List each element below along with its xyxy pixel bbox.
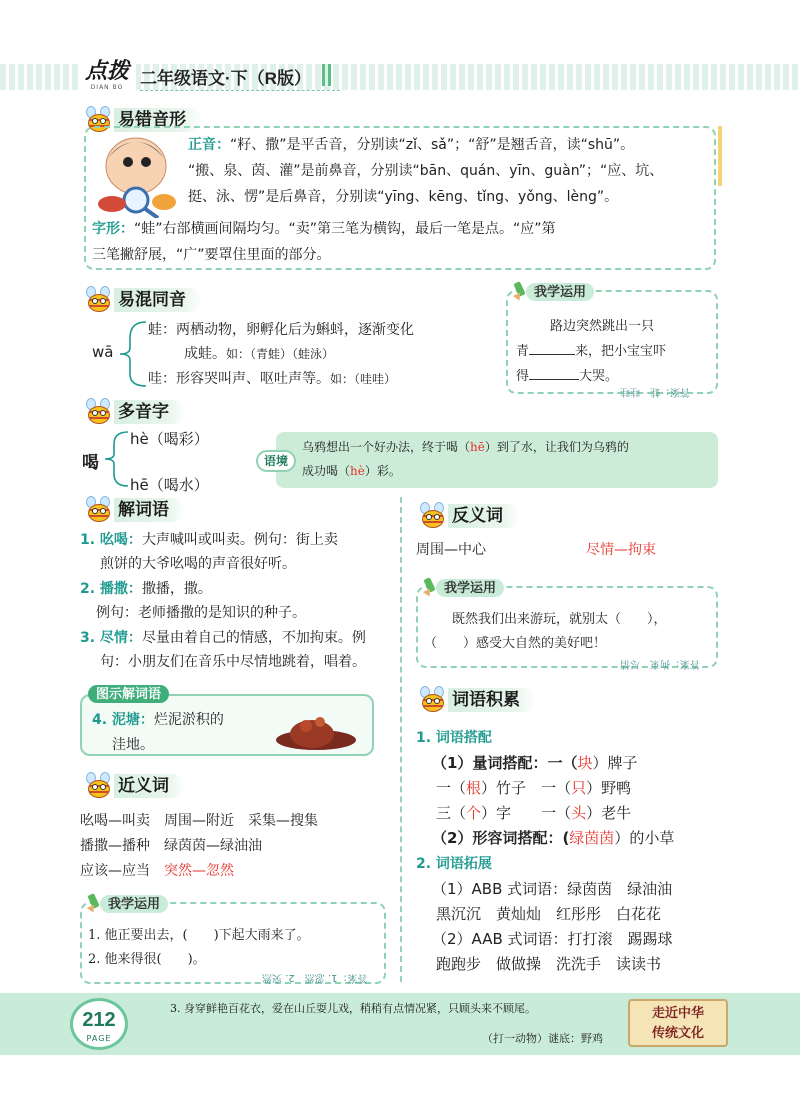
yihun-brace	[116, 318, 150, 390]
jieci-item-3b: 句：小朋友们在音乐中尽情地跳着，唱着。	[100, 654, 366, 670]
wa2-text: 哇：形容哭叫声、呕吐声等。	[148, 371, 330, 387]
section-title: 近义词	[114, 774, 185, 798]
brand-logo-subtext: DIAN BO	[90, 84, 124, 91]
tushi-badge: 图示解词语	[88, 685, 169, 703]
duoyin-he1: hē（喝水）	[130, 476, 209, 494]
duoyin-char: 喝	[82, 453, 99, 473]
practice-text: 大哭。	[579, 369, 619, 384]
seal-line-2: 传统文化	[651, 1026, 704, 1041]
jinyi-row-1: 吆喝—叫卖 周围—附近 采集—搜集	[80, 813, 318, 829]
context-text: 乌鸦想出一个好办法，终于喝（	[302, 440, 471, 454]
jieci-item-4	[92, 708, 224, 732]
section-heading-yihun	[84, 286, 202, 314]
jieci-text: 大声喊叫或叫卖。例句：街上卖	[141, 532, 338, 548]
context-line-2	[302, 461, 401, 481]
section-title: 易混同音	[114, 288, 202, 312]
jilei-answer: 绿茵茵	[569, 829, 615, 847]
wa1-example: 如：（青蛙）（蛙泳）	[226, 347, 335, 361]
context-pinyin-he1: hē	[470, 440, 485, 454]
jilei-text: ）竹子	[481, 779, 527, 797]
column-divider	[400, 497, 402, 982]
jieci-text: 撒播，撒。	[141, 581, 212, 597]
jinyi-answer: 答案：1. 忽然 2. 突然	[262, 972, 368, 983]
jieci-item-4b: 洼地。	[112, 737, 154, 753]
yihun-answer: 答案：蛙 哇哇	[620, 386, 690, 397]
practice-label: 我学运用	[100, 895, 168, 913]
footer-riddle-answer: （打一动物）谜底：野鸡	[482, 1032, 603, 1045]
jilei-line-4	[432, 826, 674, 850]
jilei-line-8: 跑跑步 做做操 洗洗手 读读书	[436, 955, 662, 973]
jilei-text: 一（	[436, 779, 467, 797]
jinyi-practice-line-1: 1. 他正要出去，( )下起大雨来了。	[88, 928, 310, 943]
pencil-icon	[512, 282, 526, 302]
fanyi-practice-line-1: 既然我们出来游玩，就别太（ ），	[452, 612, 667, 627]
zhengyin-line-2: “搬、泉、茵、灌”是前鼻音，分别读“bān、quán、yīn、guàn”；“应、坑、	[188, 163, 664, 179]
practice-label: 我学运用	[526, 283, 594, 301]
page-header-title: 二年级语文·下（R版）	[140, 69, 311, 88]
jilei-text: ）老牛	[586, 804, 632, 822]
footer-riddle: 3. 身穿鲜艳百花衣，爱在山丘耍儿戏，稍稍有点情况紧，只顾头来不顾尾。	[170, 1002, 536, 1015]
page-number: 212	[82, 1009, 116, 1031]
mud-pond-illustration	[272, 704, 356, 752]
jieci-item-3	[80, 626, 366, 650]
jilei-answer: 根	[466, 779, 482, 797]
section-heading-duoyin	[84, 398, 185, 426]
duoyin-brace	[102, 428, 132, 490]
jilei-line-1	[432, 751, 637, 775]
jilei-answer: 个	[466, 804, 482, 822]
jieci-label: 4. 泥塘：	[92, 712, 154, 728]
jinyi-row-3	[80, 859, 234, 883]
fill-blank[interactable]	[529, 379, 579, 380]
zhengyin-line-3: 挺、泳、愣”是后鼻音，分别读“yīng、kēng、tǐng、yǒng、lèng”。	[188, 189, 619, 205]
section-title: 词语积累	[448, 688, 536, 712]
jilei-text: ）字	[481, 804, 512, 822]
yihun-practice-line-1: 路边突然跳出一只	[550, 319, 655, 334]
section-title: 易错音形	[114, 108, 202, 132]
fanyi-pair-1: 周围—中心	[416, 542, 486, 558]
section-heading-jinyi	[84, 772, 185, 800]
yihun-practice-line-2	[516, 340, 666, 364]
jilei-answer: 块	[577, 754, 593, 772]
fanyi-pair-2: 尽情—拘束	[586, 542, 656, 558]
bee-mascot-icon	[84, 286, 114, 314]
wa1-line-2	[184, 342, 334, 366]
brand-logo: 点拨	[78, 56, 136, 92]
bee-mascot-icon	[84, 772, 114, 800]
context-badge: 语境	[256, 450, 296, 472]
context-pinyin-he4: hè	[350, 464, 365, 478]
header-divider	[140, 90, 340, 91]
section-title: 反义词	[448, 504, 519, 528]
duoyin-he4: hè（喝彩）	[130, 430, 209, 448]
jieci-item-1	[80, 528, 338, 552]
jilei-line-3	[436, 801, 631, 825]
yihun-practice-line-3	[516, 365, 618, 389]
section-heading-fanyi	[418, 502, 519, 530]
jieci-item-2b: 例句：老师播撒的是知识的种子。	[96, 605, 306, 621]
jilei-line-6: 黑沉沉 黄灿灿 红彤彤 白花花	[436, 905, 662, 923]
bee-mascot-icon	[84, 496, 114, 524]
page-number-badge	[70, 998, 128, 1050]
practice-text: 来，把小宝宝吓	[575, 344, 667, 359]
box-accent-bar	[718, 126, 722, 186]
bee-mascot-icon	[418, 502, 448, 530]
jinyi-pair: 应该—应当	[80, 863, 150, 879]
zixing-label: 字形：	[92, 221, 134, 237]
jilei-text: 一（	[541, 804, 572, 822]
jinyi-row-2: 播撒—播种 绿茵茵—绿油油	[80, 838, 262, 854]
jilei-text: 三（	[436, 804, 467, 822]
fanyi-practice-badge	[422, 578, 504, 598]
fanyi-answer: 答案：拘束 尽情	[620, 658, 700, 669]
context-text: ）到了水，让我们为乌鸦的	[484, 440, 629, 454]
jilei-text: （2）形容词搭配：(	[432, 829, 570, 847]
jilei-text: ）牌子	[592, 754, 638, 772]
jilei-text: ）的小草	[614, 829, 675, 847]
jinyi-practice-line-2: 2. 他来得很( )。	[88, 952, 206, 967]
jieci-text: 烂泥淤积的	[153, 712, 224, 728]
section-heading-jilei	[418, 686, 536, 714]
practice-text: 青	[516, 344, 530, 359]
jilei-sub-1: 1. 词语搭配	[416, 730, 492, 746]
jilei-answer: 只	[571, 779, 587, 797]
jieci-item-2	[80, 577, 212, 601]
jieci-label: 3. 尽情：	[80, 630, 142, 646]
yihun-practice-badge	[512, 282, 594, 302]
zhengyin-label: 正音：	[188, 137, 230, 153]
jieci-label: 2. 播撒：	[80, 581, 142, 597]
section-title: 多音字	[114, 400, 185, 424]
kid-magnifier-illustration	[92, 132, 180, 218]
context-text: 成功喝（	[302, 464, 351, 478]
wa2-line	[148, 367, 396, 391]
pencil-icon	[86, 894, 100, 914]
culture-seal	[628, 999, 728, 1047]
practice-label: 我学运用	[436, 579, 504, 597]
wa2-example: 如：（哇哇）	[330, 372, 397, 386]
section-title: 解词语	[114, 498, 185, 522]
zixing-line-1	[92, 217, 556, 241]
zhengyin-line-1	[188, 133, 634, 157]
jinyi-practice-badge	[86, 894, 168, 914]
jilei-text: ）野鸭	[586, 779, 632, 797]
wa1-text-2: 成蛙。	[184, 346, 226, 362]
pencil-icon	[422, 578, 436, 598]
jieci-item-1b: 煎饼的大爷吆喝的声音很好听。	[100, 556, 296, 572]
zixing-text-1: “蛙”右部横画间隔均匀。“卖”第三笔为横钩，最后一笔是点。“应”第	[134, 221, 556, 237]
context-text: ）彩。	[364, 464, 401, 478]
context-line-1	[302, 437, 629, 457]
header-bars-decoration	[322, 64, 334, 86]
bee-mascot-icon	[418, 686, 448, 714]
jilei-sub-2: 2. 词语拓展	[416, 856, 492, 872]
jilei-line-2	[436, 776, 631, 800]
jilei-text: 一（	[541, 779, 572, 797]
zhengyin-text-1: “籽、撒”是平舌音，分别读“zǐ、sǎ”；“舒”是翘舌音，读“shū”。	[230, 137, 635, 153]
fanyi-practice-line-2: （ ）感受大自然的美好吧！	[424, 636, 607, 651]
section-heading-jieci	[84, 496, 185, 524]
bee-mascot-icon	[84, 398, 114, 426]
zixing-line-2: 三笔撇舒展，“广”要罩住里面的部分。	[92, 247, 331, 263]
jieci-text: 尽量由着自己的情感，不加拘束。例	[141, 630, 366, 646]
page-label: PAGE	[86, 1034, 112, 1043]
seal-line-1: 走近中华	[651, 1006, 704, 1021]
fill-blank[interactable]	[529, 354, 575, 355]
yihun-pinyin: wā	[92, 343, 114, 361]
jilei-answer: 头	[571, 804, 587, 822]
jilei-text: （1）量词搭配：一（	[432, 754, 578, 772]
practice-text: 得	[516, 369, 530, 384]
jilei-line-5: （1）ABB 式词语：绿茵茵 绿油油	[432, 880, 673, 898]
jieci-label: 1. 吆喝：	[80, 532, 142, 548]
wa1-line-1: 蛙：两栖动物，卵孵化后为蝌蚪，逐渐变化	[148, 322, 414, 338]
jinyi-pair-highlight: 突然—忽然	[164, 863, 234, 879]
jilei-line-7: （2）AAB 式词语：打打滚 踢踢球	[432, 930, 673, 948]
